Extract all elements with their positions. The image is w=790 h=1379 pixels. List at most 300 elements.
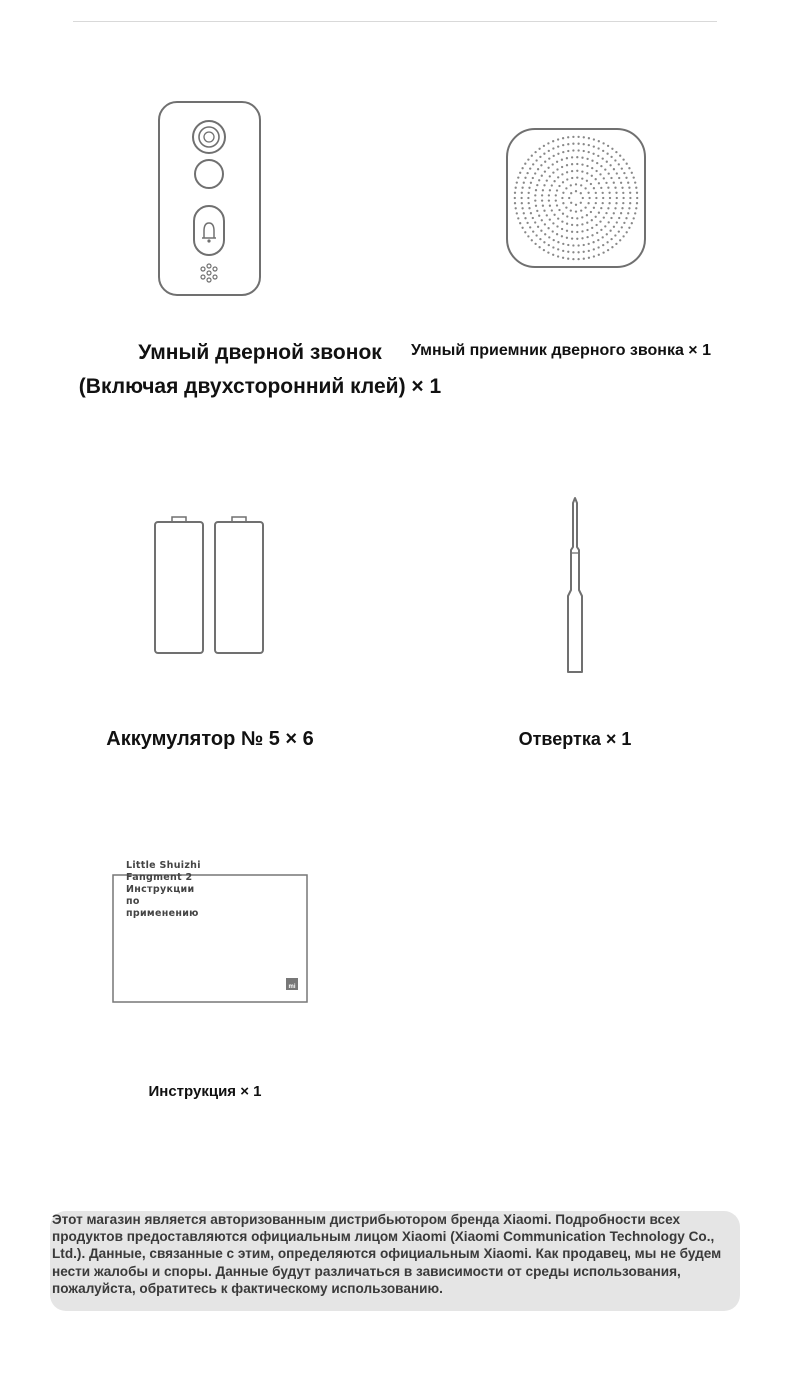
speaker-dot bbox=[552, 222, 554, 224]
speaker-dot bbox=[575, 183, 577, 185]
speaker-dot bbox=[598, 212, 600, 214]
speaker-dot bbox=[592, 153, 594, 155]
speaker-dot bbox=[635, 207, 637, 209]
speaker-dot bbox=[572, 244, 574, 246]
speaker-dot bbox=[531, 155, 533, 157]
speaker-dot bbox=[549, 189, 551, 191]
speaker-dot bbox=[600, 207, 602, 209]
receiver-icon bbox=[495, 120, 655, 280]
speaker-dot bbox=[571, 177, 573, 179]
speaker-dot bbox=[524, 231, 526, 233]
speaker-dot bbox=[600, 229, 602, 231]
speaker-dot bbox=[581, 237, 583, 239]
speaker-dot bbox=[583, 150, 585, 152]
speaker-dot bbox=[576, 156, 578, 158]
speaker-dot bbox=[575, 210, 577, 212]
speaker-dot bbox=[636, 202, 638, 204]
speaker-dot bbox=[553, 239, 555, 241]
speaker-dot bbox=[618, 163, 620, 165]
speaker-dot bbox=[561, 197, 563, 199]
speaker-dot bbox=[570, 192, 572, 194]
speaker-dot bbox=[549, 175, 551, 177]
speaker-dot bbox=[528, 207, 530, 209]
speaker-dot bbox=[598, 182, 600, 184]
speaker-dot bbox=[547, 251, 549, 253]
speaker-dot bbox=[561, 166, 563, 168]
speaker-dot bbox=[605, 212, 607, 214]
speaker-dot bbox=[521, 207, 523, 209]
speaker-dot bbox=[566, 164, 568, 166]
speaker-dot bbox=[580, 184, 582, 186]
speaker-dot bbox=[553, 180, 555, 182]
speaker-dot bbox=[621, 167, 623, 169]
speaker-dot bbox=[541, 199, 543, 201]
speaker-dot bbox=[556, 168, 558, 170]
speaker-dot bbox=[628, 187, 630, 189]
speaker-dot bbox=[622, 158, 624, 160]
speaker-dot bbox=[577, 251, 579, 253]
speaker-dot bbox=[557, 248, 559, 250]
speaker-dot bbox=[553, 214, 555, 216]
speaker-dot bbox=[625, 217, 627, 219]
speaker-dot bbox=[588, 257, 590, 259]
speaker-dot bbox=[613, 226, 615, 228]
speaker-dot bbox=[608, 192, 610, 194]
speaker-dot bbox=[548, 157, 550, 159]
speaker-dot bbox=[526, 172, 528, 174]
speaker-dot bbox=[541, 175, 543, 177]
speaker-dot bbox=[595, 170, 597, 172]
speaker-dot bbox=[595, 216, 597, 218]
speaker-dot bbox=[576, 224, 578, 226]
speaker-dot bbox=[557, 153, 559, 155]
speaker-dot bbox=[625, 177, 627, 179]
speaker-dot bbox=[616, 197, 618, 199]
speaker-dot bbox=[602, 236, 604, 238]
speaker-dot bbox=[521, 227, 523, 229]
speaker-dot bbox=[566, 215, 568, 217]
speaker-dot bbox=[582, 197, 584, 199]
speaker-dot bbox=[583, 244, 585, 246]
speaker-dot bbox=[552, 140, 554, 142]
speaker-dot bbox=[580, 202, 582, 204]
speaker-dot bbox=[538, 215, 540, 217]
speaker-dot bbox=[577, 244, 579, 246]
speaker-dot bbox=[595, 202, 597, 204]
speaker-dot bbox=[534, 151, 536, 153]
speaker-dot bbox=[529, 226, 531, 228]
speaker-dot bbox=[577, 143, 579, 145]
speaker-dot bbox=[514, 192, 516, 194]
speaker-dot bbox=[631, 222, 633, 224]
speaker-dot bbox=[539, 238, 541, 240]
speaker-dot bbox=[586, 229, 588, 231]
speaker-dot bbox=[598, 254, 600, 256]
speaker-dot bbox=[614, 234, 616, 236]
speaker-dot bbox=[566, 223, 568, 225]
speaker-dot bbox=[571, 163, 573, 165]
speaker-dot bbox=[552, 230, 554, 232]
caption-line: (Включая двухсторонний клей) × 1 bbox=[78, 375, 442, 398]
speaker-dot bbox=[622, 192, 624, 194]
speaker-dot bbox=[596, 232, 598, 234]
speaker-dot bbox=[534, 194, 536, 196]
screwdriver-icon bbox=[555, 495, 595, 680]
speaker-dot bbox=[531, 239, 533, 241]
speaker-dot bbox=[614, 187, 616, 189]
speaker-dot bbox=[581, 216, 583, 218]
speaker-dot bbox=[524, 163, 526, 165]
speaker-dot bbox=[548, 194, 550, 196]
speaker-dot bbox=[626, 231, 628, 233]
speaker-dot bbox=[557, 255, 559, 257]
speaker-dot bbox=[540, 164, 542, 166]
speaker-dot bbox=[587, 192, 589, 194]
speaker-dot bbox=[586, 236, 588, 238]
speaker-dot bbox=[548, 199, 550, 201]
speaker-dot bbox=[588, 144, 590, 146]
speaker-dot bbox=[571, 156, 573, 158]
manual-line: Инструкции bbox=[126, 884, 195, 895]
speaker-dot bbox=[602, 251, 604, 253]
speaker-dot bbox=[576, 238, 578, 240]
speaker-dot bbox=[535, 189, 537, 191]
speaker-dot bbox=[609, 230, 611, 232]
speaker-dot bbox=[577, 136, 579, 138]
speaker-dot bbox=[557, 145, 559, 147]
speaker-dot bbox=[583, 143, 585, 145]
speaker-dot bbox=[542, 189, 544, 191]
speaker-dot bbox=[602, 192, 604, 194]
speaker-dot bbox=[566, 230, 568, 232]
manual-line: по bbox=[126, 896, 140, 907]
speaker-dot bbox=[556, 204, 558, 206]
speaker-dot bbox=[557, 138, 559, 140]
speaker-dot bbox=[607, 249, 609, 251]
speaker-dot bbox=[618, 230, 620, 232]
speaker-dot bbox=[609, 197, 611, 199]
speaker-dot bbox=[611, 246, 613, 248]
speaker-dot bbox=[561, 173, 563, 175]
speaker-dot bbox=[613, 212, 615, 214]
speaker-dot bbox=[619, 155, 621, 157]
speaker-dot bbox=[586, 165, 588, 167]
top-divider bbox=[73, 21, 717, 22]
speaker-dot bbox=[593, 138, 595, 140]
speaker-dot bbox=[567, 244, 569, 246]
speaker-dot bbox=[543, 241, 545, 243]
speaker-dot bbox=[552, 147, 554, 149]
speaker-dot bbox=[570, 184, 572, 186]
speaker-dot bbox=[629, 197, 631, 199]
speaker-dot bbox=[534, 243, 536, 245]
speaker-dot bbox=[635, 187, 637, 189]
speaker-dot bbox=[515, 207, 517, 209]
speaker-dot bbox=[562, 243, 564, 245]
speaker-dot bbox=[581, 223, 583, 225]
speaker-dot bbox=[540, 230, 542, 232]
speaker-dot bbox=[572, 143, 574, 145]
speaker-dot bbox=[629, 192, 631, 194]
speaker-dot bbox=[588, 243, 590, 245]
speaker-dot bbox=[566, 157, 568, 159]
speaker-dot bbox=[618, 177, 620, 179]
speaker-dot bbox=[565, 206, 567, 208]
speaker-dot bbox=[583, 251, 585, 253]
speaker-dot bbox=[606, 241, 608, 243]
speaker-dot bbox=[551, 184, 553, 186]
speaker-dot bbox=[519, 172, 521, 174]
speaker-dot bbox=[602, 202, 604, 204]
speaker-dot bbox=[546, 214, 548, 216]
speaker-dot bbox=[561, 220, 563, 222]
speaker-dot bbox=[543, 145, 545, 147]
speaker-dot bbox=[571, 224, 573, 226]
speaker-dot bbox=[541, 219, 543, 221]
speaker-dot bbox=[514, 197, 516, 199]
speaker-dot bbox=[562, 181, 564, 183]
speaker-dot bbox=[517, 176, 519, 178]
speaker-dot bbox=[543, 153, 545, 155]
speaker-dot bbox=[535, 159, 537, 161]
speaker-dot bbox=[552, 163, 554, 165]
speaker-dot bbox=[622, 197, 624, 199]
speaker-dot bbox=[575, 190, 577, 192]
speaker-dot bbox=[608, 172, 610, 174]
speaker-dot bbox=[614, 207, 616, 209]
speaker-dot bbox=[524, 217, 526, 219]
speaker-dot bbox=[581, 170, 583, 172]
speaker-dot bbox=[593, 207, 595, 209]
speaker-dot bbox=[535, 205, 537, 207]
speaker-dot bbox=[633, 217, 635, 219]
speaker-dot bbox=[587, 202, 589, 204]
speaker-dot bbox=[534, 199, 536, 201]
speaker-dot bbox=[562, 257, 564, 259]
speaker-dot bbox=[552, 246, 554, 248]
speaker-dot bbox=[607, 207, 609, 209]
speaker-dot bbox=[544, 161, 546, 163]
speaker-dot bbox=[570, 209, 572, 211]
speaker-dot bbox=[626, 163, 628, 165]
speaker-dot bbox=[544, 233, 546, 235]
speaker-dot bbox=[584, 206, 586, 208]
speaker-dot bbox=[562, 192, 564, 194]
speaker-dot bbox=[608, 221, 610, 223]
notice-text: Этот магазин является авторизованным дистрибьютором бренда Xiaomi. Подробности всех продуктов предоставляются официальным лицом Xiaomi (Xiaomi Communication Technology Co., Ltd.). Данные, связанные с этим, определяются официальным Xiaomi. Как продавец, мы не будем нести жалобы и споры. Данные будут различаться в зависимости от среды использования, пожалуйста, обратитесь к фактическому использованию. bbox=[52, 1212, 722, 1296]
speaker-dot bbox=[593, 255, 595, 257]
speaker-dot bbox=[555, 194, 557, 196]
speaker-dot bbox=[583, 258, 585, 260]
speaker-dot bbox=[580, 209, 582, 211]
speaker-dot bbox=[627, 182, 629, 184]
speaker-dot bbox=[562, 202, 564, 204]
speaker-dot bbox=[603, 177, 605, 179]
speaker-dot bbox=[599, 220, 601, 222]
speaker-dot bbox=[536, 184, 538, 186]
speaker-dot bbox=[551, 209, 553, 211]
speaker-dot bbox=[592, 241, 594, 243]
caption-manual: Инструкция × 1 bbox=[148, 1083, 262, 1100]
speaker-dot bbox=[586, 158, 588, 160]
speaker-dot bbox=[619, 239, 621, 241]
speaker-dot bbox=[532, 177, 534, 179]
speaker-dot bbox=[595, 178, 597, 180]
speaker-dot bbox=[537, 226, 539, 228]
speaker-dot bbox=[586, 180, 588, 182]
caption-battery: Аккумулятор № 5 × 6 bbox=[106, 728, 314, 750]
speaker-dot bbox=[616, 221, 618, 223]
speaker-dot bbox=[524, 177, 526, 179]
speaker-dot bbox=[548, 236, 550, 238]
speaker-dot bbox=[598, 140, 600, 142]
speaker-dot bbox=[577, 149, 579, 151]
speaker-dot bbox=[558, 209, 560, 211]
speaker-dot bbox=[588, 151, 590, 153]
speaker-dot bbox=[548, 244, 550, 246]
speaker-dot bbox=[581, 177, 583, 179]
speaker-dot bbox=[543, 210, 545, 212]
speaker-dot bbox=[523, 212, 525, 214]
speaker-dot bbox=[615, 151, 617, 153]
speaker-dot bbox=[606, 233, 608, 235]
speaker-dot bbox=[565, 187, 567, 189]
speaker-dot bbox=[547, 227, 549, 229]
speaker-dot bbox=[514, 202, 516, 204]
speaker-dot bbox=[567, 251, 569, 253]
speaker-dot bbox=[605, 182, 607, 184]
speaker-dot bbox=[557, 241, 559, 243]
speaker-dot bbox=[621, 226, 623, 228]
speaker-dot bbox=[566, 237, 568, 239]
speaker-dot bbox=[572, 258, 574, 260]
speaker-dot bbox=[532, 217, 534, 219]
speaker-dot bbox=[549, 218, 551, 220]
speaker-dot bbox=[532, 230, 534, 232]
speaker-dot bbox=[521, 202, 523, 204]
speaker-dot bbox=[586, 214, 588, 216]
speaker-dot bbox=[543, 249, 545, 251]
manual-line: применению bbox=[126, 908, 199, 919]
speaker-dot bbox=[615, 243, 617, 245]
speaker-dot bbox=[595, 197, 597, 199]
speaker-dot bbox=[623, 222, 625, 224]
speaker-dot bbox=[539, 156, 541, 158]
speaker-dot bbox=[595, 192, 597, 194]
speaker-dot bbox=[530, 182, 532, 184]
speaker-dot bbox=[529, 167, 531, 169]
speaker-dot bbox=[523, 182, 525, 184]
speaker-dot bbox=[572, 149, 574, 151]
speaker-dot bbox=[556, 233, 558, 235]
speaker-dot bbox=[636, 197, 638, 199]
speaker-dot bbox=[516, 181, 518, 183]
speaker-dot bbox=[591, 219, 593, 221]
speaker-dot bbox=[537, 168, 539, 170]
speaker-dot bbox=[562, 250, 564, 252]
speaker-dot bbox=[602, 142, 604, 144]
manual-line: Fangment 2 bbox=[126, 872, 193, 883]
speaker-dot bbox=[631, 172, 633, 174]
speaker-dot bbox=[544, 170, 546, 172]
speaker-dot bbox=[610, 217, 612, 219]
speaker-dot bbox=[618, 217, 620, 219]
speaker-dot bbox=[602, 197, 604, 199]
speaker-dot bbox=[628, 227, 630, 229]
speaker-dot bbox=[604, 168, 606, 170]
speaker-dot bbox=[577, 258, 579, 260]
speaker-dot bbox=[628, 207, 630, 209]
speaker-dot bbox=[580, 192, 582, 194]
speaker-dot bbox=[597, 155, 599, 157]
speaker-dot bbox=[556, 161, 558, 163]
speaker-dot bbox=[571, 170, 573, 172]
speaker-dot bbox=[544, 223, 546, 225]
speaker-dot bbox=[568, 197, 570, 199]
speaker-dot bbox=[606, 161, 608, 163]
speaker-dot bbox=[561, 159, 563, 161]
speaker-dot bbox=[610, 156, 612, 158]
caption-receiver: Умный приемник дверного звонка × 1 bbox=[411, 342, 711, 359]
speaker-dot bbox=[566, 178, 568, 180]
speaker-dot bbox=[521, 167, 523, 169]
speaker-dot bbox=[593, 187, 595, 189]
speaker-dot bbox=[591, 160, 593, 162]
speaker-dot bbox=[547, 167, 549, 169]
speaker-dot bbox=[549, 205, 551, 207]
speaker-dot bbox=[530, 212, 532, 214]
speaker-dot bbox=[596, 162, 598, 164]
speaker-dot bbox=[636, 192, 638, 194]
speaker-dot bbox=[555, 199, 557, 201]
speaker-dot bbox=[547, 142, 549, 144]
speaker-dot bbox=[543, 184, 545, 186]
speaker-dot bbox=[600, 187, 602, 189]
caption-screwdriver: Отвертка × 1 bbox=[518, 729, 632, 749]
speaker-dot bbox=[534, 172, 536, 174]
speaker-dot bbox=[590, 211, 592, 213]
speaker-dot bbox=[634, 212, 636, 214]
speaker-dot bbox=[591, 167, 593, 169]
speaker-dot bbox=[602, 244, 604, 246]
speaker-dot bbox=[613, 182, 615, 184]
speaker-dot bbox=[597, 246, 599, 248]
speaker-dot bbox=[593, 248, 595, 250]
manual-line: Little Shuizhi bbox=[126, 860, 201, 871]
speaker-dot bbox=[597, 239, 599, 241]
speaker-dot bbox=[613, 168, 615, 170]
speaker-dot bbox=[552, 171, 554, 173]
speaker-dot bbox=[527, 158, 529, 160]
speaker-dot bbox=[602, 157, 604, 159]
speaker-dot bbox=[584, 187, 586, 189]
speaker-dot bbox=[552, 254, 554, 256]
speaker-dot bbox=[602, 150, 604, 152]
speaker-dot bbox=[562, 137, 564, 139]
speaker-dot bbox=[567, 150, 569, 152]
speaker-dot bbox=[622, 235, 624, 237]
speaker-dot bbox=[609, 164, 611, 166]
speaker-dot bbox=[558, 185, 560, 187]
speaker-dot bbox=[588, 250, 590, 252]
doorbell-icon bbox=[150, 95, 270, 305]
speaker-dot bbox=[623, 172, 625, 174]
speaker-dot bbox=[538, 246, 540, 248]
speaker-dot bbox=[593, 145, 595, 147]
speaker-dot bbox=[634, 181, 636, 183]
speaker-dot bbox=[576, 163, 578, 165]
speaker-dot bbox=[615, 202, 617, 204]
